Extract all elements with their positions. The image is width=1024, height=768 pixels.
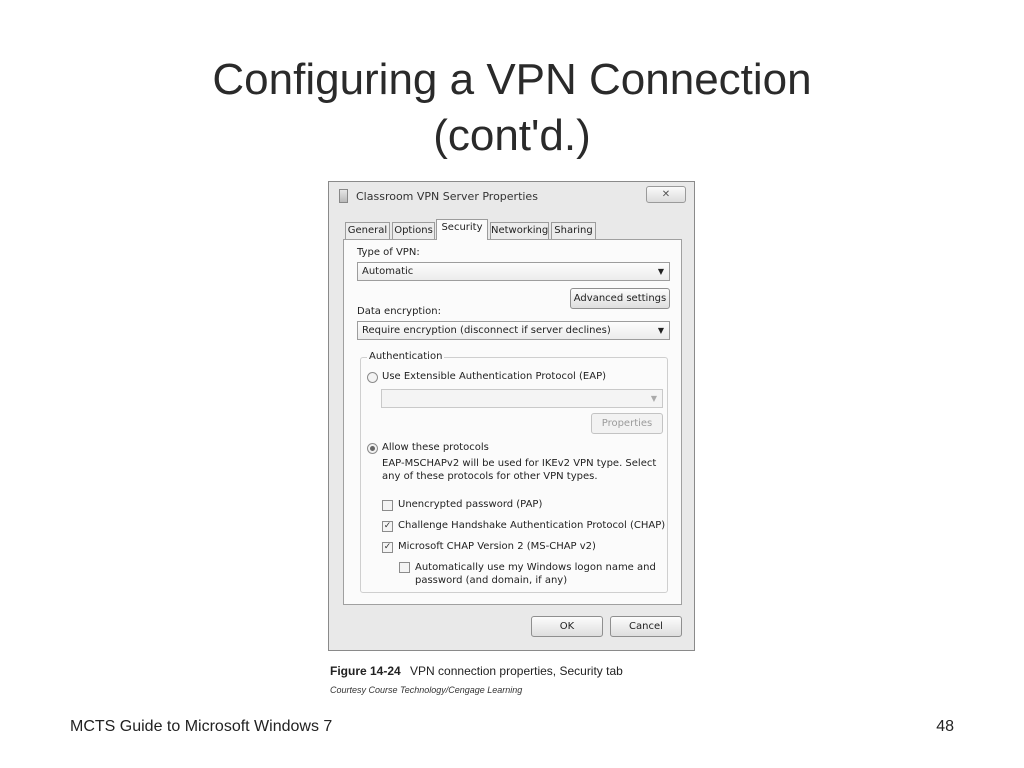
allow-protocols-radio[interactable] (367, 443, 378, 454)
security-tab-panel (343, 239, 682, 605)
auto-logon-checkbox[interactable] (399, 562, 410, 573)
auto-logon-label (415, 561, 656, 587)
advanced-settings-button[interactable]: Advanced settings (570, 288, 670, 309)
pap-checkbox[interactable] (382, 500, 393, 511)
ok-button[interactable]: OK (531, 616, 603, 637)
figure-number: Figure 14-24 (330, 664, 401, 678)
data-encryption-label: Data encryption: (357, 306, 441, 317)
close-button[interactable] (646, 186, 686, 203)
eap-radio-label: Use Extensible Authentication Protocol (EAP) (382, 371, 607, 382)
auto-logon-line1: Automatically use my Windows logon name and (415, 562, 656, 573)
tab-general[interactable]: General (345, 222, 390, 239)
cancel-button[interactable]: Cancel (610, 616, 682, 637)
slide-title-line1: Configuring a VPN Connection (212, 55, 812, 104)
dialog-titlebar (329, 182, 694, 210)
allow-description-line1: EAP-MSCHAPv2 will be used for IKEv2 VPN type. Select (382, 458, 657, 469)
type-of-vpn-label: Type of VPN: (357, 247, 420, 258)
data-encryption-value: Require encryption (disconnect if server declines) (362, 325, 611, 336)
checkmark-icon: ✓ (383, 542, 392, 552)
dropdown-arrow-icon: ▼ (650, 394, 657, 403)
type-of-vpn-dropdown[interactable] (357, 262, 670, 281)
figure-caption-text: VPN connection properties, Security tab (410, 664, 623, 678)
figure-caption (330, 664, 623, 678)
slide-title (0, 52, 1024, 164)
ms-chap-v2-label: Microsoft CHAP Version 2 (MS-CHAP v2) (398, 541, 596, 552)
allow-protocols-label: Allow these protocols (382, 442, 489, 453)
allow-description-line2: any of these protocols for other VPN types. (382, 471, 598, 482)
pap-label: Unencrypted password (PAP) (398, 499, 543, 510)
properties-button[interactable]: Properties (591, 413, 663, 434)
footer-book-title: MCTS Guide to Microsoft Windows 7 (70, 718, 333, 735)
chap-label: Challenge Handshake Authentication Protocol (CHAP) (398, 520, 666, 531)
type-of-vpn-value: Automatic (362, 266, 414, 277)
dropdown-arrow-icon: ▼ (657, 326, 664, 335)
allow-protocols-description (382, 457, 656, 483)
connection-icon (339, 189, 348, 203)
chap-checkbox[interactable] (382, 521, 393, 532)
tab-networking[interactable]: Networking (490, 222, 549, 239)
dialog-title: Classroom VPN Server Properties (356, 190, 538, 203)
vpn-properties-dialog (328, 181, 695, 651)
slide-title-line2: (cont'd.) (433, 111, 591, 160)
data-encryption-dropdown[interactable] (357, 321, 670, 340)
figure-credit: Courtesy Course Technology/Cengage Learning (330, 685, 523, 695)
checkmark-icon: ✓ (383, 521, 392, 531)
tab-security[interactable]: Security (436, 219, 488, 240)
tab-options[interactable]: Options (392, 222, 435, 239)
authentication-group (360, 351, 668, 593)
auto-logon-line2: password (and domain, if any) (415, 575, 568, 586)
eap-radio[interactable] (367, 372, 378, 383)
authentication-group-label: Authentication (369, 351, 443, 362)
eap-method-dropdown[interactable] (381, 389, 663, 408)
page-number: 48 (936, 718, 954, 735)
dropdown-arrow-icon: ▼ (657, 267, 664, 276)
tab-sharing[interactable]: Sharing (551, 222, 596, 239)
ms-chap-v2-checkbox[interactable] (382, 542, 393, 553)
close-icon: ✕ (661, 189, 671, 200)
